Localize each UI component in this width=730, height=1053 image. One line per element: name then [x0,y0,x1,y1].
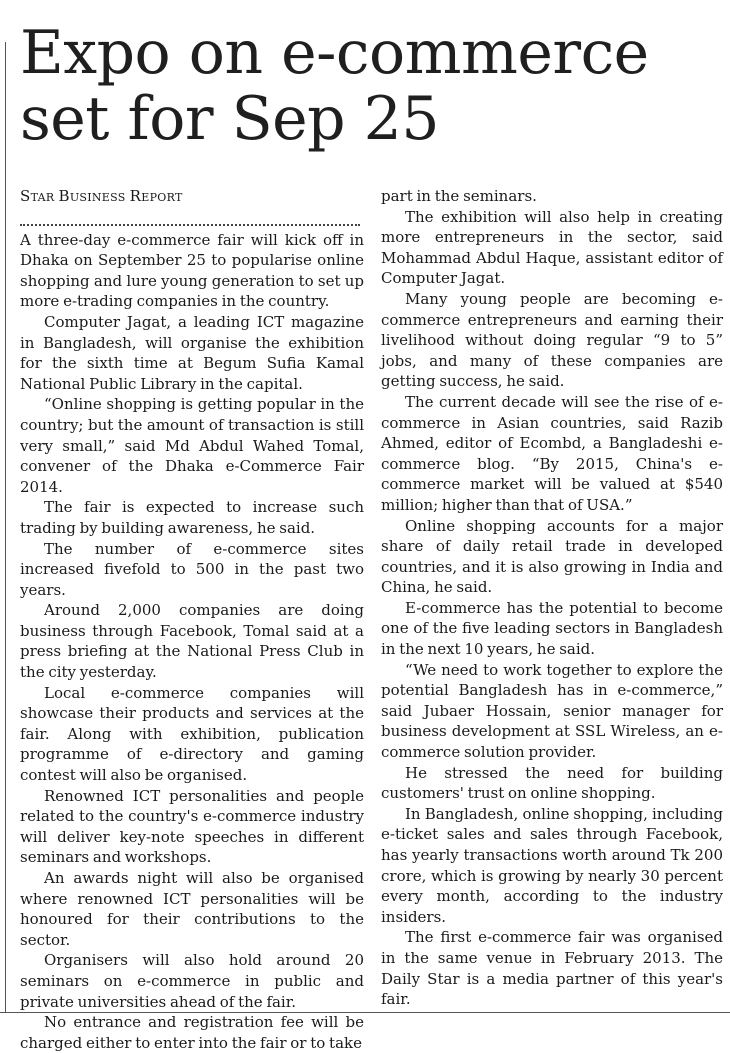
paragraph: Renowned ICT personalities and people related to the country's e-commerce industry will deliver key-note speeches in different seminars and workshops. [20,786,364,867]
paragraph: No entrance and registration fee will be charged either to enter into the fair or to take [20,1013,364,1052]
byline: Star Business Report [20,187,183,205]
paragraph: In Bangladesh, online shopping, including e-ticket sales and sales through Facebook, has yearly transactions worth around Tk 200 crore, which is growing by nearly 30 percent every month, according to the industry insiders. [381,804,723,926]
paragraph: Local e-commerce companies will showcase their products and services at the fair. Along with exhibition, publication programme of e-directory and gaming contest will also be organised. [20,683,364,785]
paragraph-continuation: part in the seminars. [381,187,537,205]
paragraph: A three-day e-commerce fair will kick off in Dhaka on September 25 to popularise online shopping and lure young generation to set up more e-trading companies in the country. [20,230,364,311]
paragraph: The fair is expected to increase such trading by building awareness, he said. [20,498,364,537]
paragraph: He stressed the need for building customers' trust on online shopping. [381,763,723,803]
left-column-rule [5,42,6,1012]
headline: Expo on e-commerce set for Sep 25 [20,18,649,154]
article-column-right [381,186,723,1010]
paragraph: An awards night will also be organised where renowned ICT personalities will be honoured for their contributions to the sector. [20,869,364,949]
paragraph: The number of e-commerce sites increased fivefold to 500 in the past two years. [20,539,364,599]
paragraph: E-commerce has the potential to become one of the five leading sectors in Bangladesh in the next 10 years, he said. [381,598,723,659]
paragraph: Online shopping accounts for a major share of daily retail trade in developed countries, and it is also growing in India and China, he said. [381,516,723,597]
paragraph: Organisers will also hold around 20 seminars on e-commerce in public and private universities ahead of the fair. [20,951,364,1011]
paragraph: Many young people are becoming e-commerce entrepreneurs and earning their livelihood without doing regular “9 to 5” jobs, and many of these companies are getting success, he said. [381,289,723,391]
paragraph: “Online shopping is getting popular in the country; but the amount of transaction is still very small,” said Md Abdul Wahed Tomal, convener of the Dhaka e-Commerce Fair 2014. [20,395,364,496]
paragraph: The exhibition will also help in creating more entrepreneurs in the sector, said Mohammad Abdul Haque, assistant editor of Computer Jagat. [381,207,723,288]
paragraph: “We need to work together to explore the potential Bangladesh has in e-commerce,” said Jubaer Hossain, senior manager for business development at SSL Wireless, an e-commerce solution provider. [381,660,723,762]
paragraph: Around 2,000 companies are doing business through Facebook, Tomal said at a press briefing at the National Press Club in the city yesterday. [20,601,364,682]
bottom-rule [0,1012,730,1013]
paragraph: The current decade will see the rise of e-commerce in Asian countries, said Razib Ahmed, editor of Ecombd, a Bangladeshi e-commerce blog. “By 2015, China's e-commerce market will be valued at $540 million; higher than that of USA.” [381,392,723,514]
article-column-left [20,186,364,1053]
paragraph: Computer Jagat, a leading ICT magazine in Bangladesh, will organise the exhibition for the sixth time at Begum Sufia Kamal National Public Library in the capital. [20,312,364,393]
byline-dotted-divider [20,211,360,226]
paragraph: The first e-commerce fair was organised in the same venue in February 2013. The Daily Star is a media partner of this year's fair. [381,928,723,1009]
